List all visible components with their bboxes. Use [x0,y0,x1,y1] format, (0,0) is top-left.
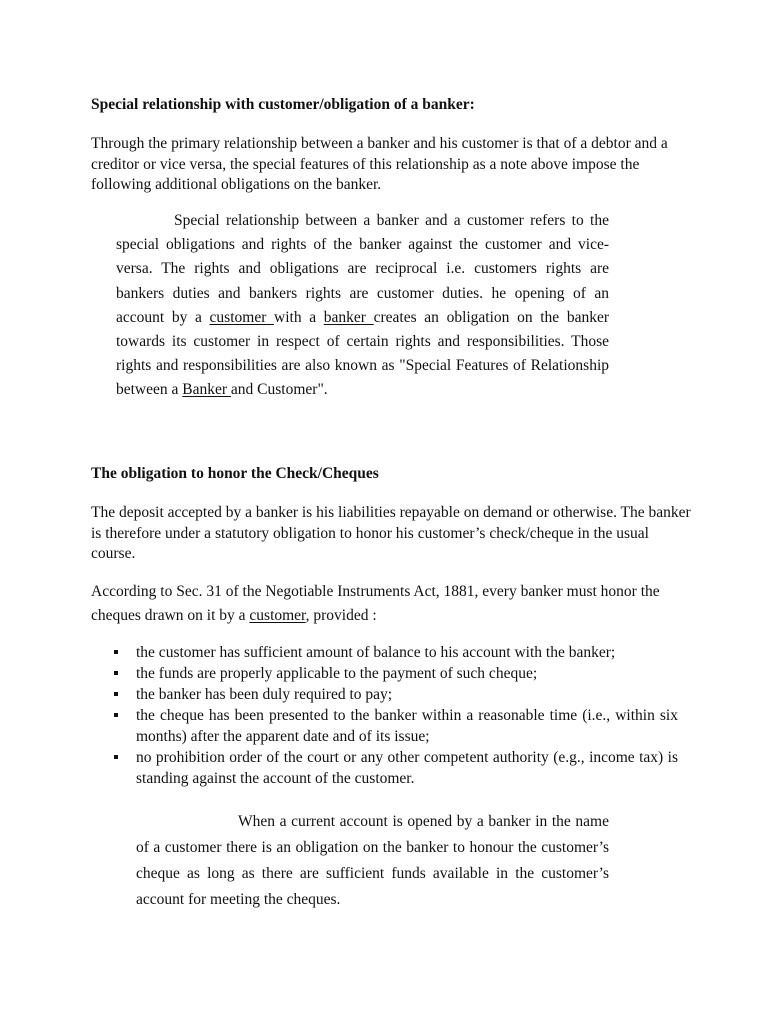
conditions-list [112,642,678,789]
list-item [112,642,678,663]
quote-text-4: and Customer". [230,381,328,399]
para2-text-1: According to Sec. 31 of the Negotiable Instruments Act, 1881, every banker must honor the cheques drawn on it by a [91,583,660,624]
list-item-text: the cheque has been presented to the banker within a reasonable time (i.e., within six months) after the apparent date and of its issue; [136,707,678,745]
bullet-square-icon [114,671,118,675]
section-heading-obligation-honor: The obligation to honor the Check/Cheques [91,465,379,482]
bullet-square-icon [114,713,118,717]
quote-text-3: creates an obligation on the banker towards its customer in respect of certain rights and responsibilities. Those rights and responsibilities are also known as "Special Features of Relationship between a [116,308,609,399]
intro-paragraph: Through the primary relationship between a banker and his customer is that of a debtor and a creditor or vice versa, the special features of this relationship as a note above impose the following additional obligations on the banker. [91,135,668,193]
customer-link-2[interactable]: customer [249,607,306,624]
list-item [112,705,678,747]
banker-link-2[interactable]: Banker [182,381,231,399]
bullet-square-icon [114,650,118,654]
banker-link[interactable]: banker [323,308,374,326]
special-relationship-quote [116,209,609,403]
customer-link[interactable]: customer [209,308,275,326]
list-item-text: the funds are properly applicable to the payment of such cheque; [136,665,538,682]
list-item-text: no prohibition order of the court or any other competent authority (e.g., income tax) is standing against the account of the customer. [136,749,678,787]
bullet-square-icon [114,692,118,696]
list-item-text: the customer has sufficient amount of balance to his account with the banker; [136,644,616,661]
section-heading-special-relationship: Special relationship with customer/obligation of a banker: [91,96,475,113]
list-item [112,663,678,684]
current-account-paragraph [136,809,609,913]
bullet-square-icon [114,755,118,759]
quote-text-2: with a [274,308,324,326]
list-item [112,747,678,789]
deposit-paragraph: The deposit accepted by a banker is his liabilities repayable on demand or otherwise. The banker is therefore under a statutory obligation to honor his customer’s check/cheque in the usual course. [91,504,691,562]
closing-text: When a current account is opened by a banker in the name of a customer there is an obligation on the banker to honour the customer’s cheque as long as there are sufficient funds available in the customer’s account for meeting the cheques. [136,813,609,908]
list-item-text: the banker has been duly required to pay; [136,686,393,703]
list-item [112,684,678,705]
para2-text-2: , provided : [305,607,377,624]
quote-text-1: Special relationship between a banker and a customer refers to the special obligations and rights of the banker against the customer and vice-versa. The rights and obligations are reciprocal i.e. customers rights are bankers duties and bankers rights are customer duties. he opening of an account by a [116,212,609,326]
negotiable-instruments-paragraph [91,580,679,628]
